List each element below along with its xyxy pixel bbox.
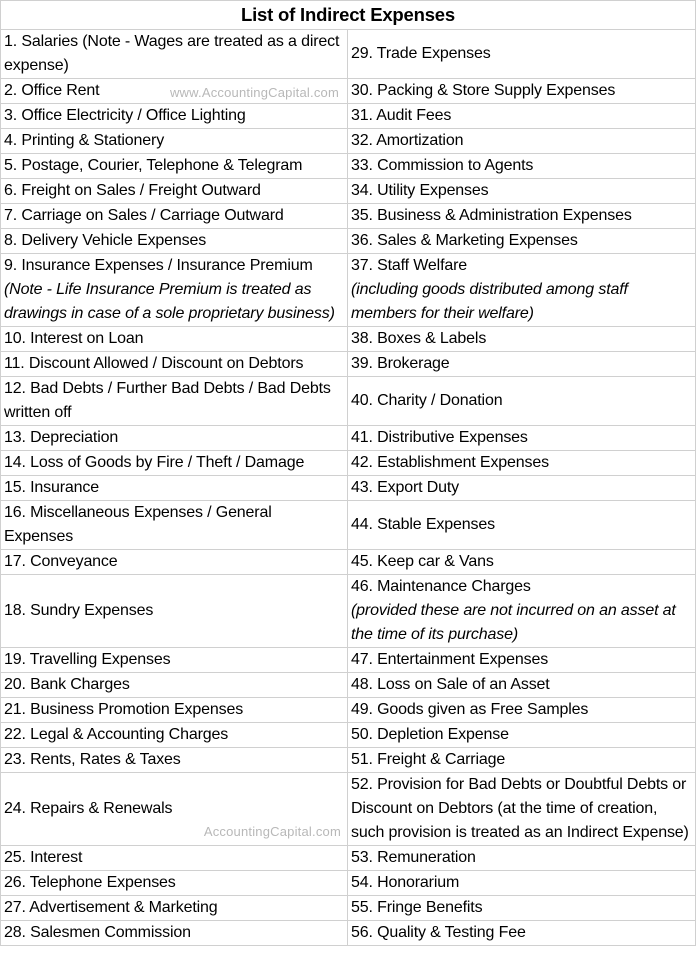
expense-item-label: 49. Goods given as Free Samples bbox=[351, 701, 589, 718]
table-cell-left bbox=[1, 129, 348, 154]
table-cell-left bbox=[1, 550, 348, 575]
table-cell-left bbox=[1, 748, 348, 773]
expense-item-label: 29. Trade Expenses bbox=[351, 45, 491, 62]
table-cell-left bbox=[1, 575, 348, 648]
table-cell-left bbox=[1, 673, 348, 698]
table-row bbox=[1, 723, 696, 748]
table-row bbox=[1, 896, 696, 921]
expense-item-label: 11. Discount Allowed / Discount on Debtors bbox=[4, 355, 304, 372]
table-cell-right bbox=[348, 104, 696, 129]
table-title: List of Indirect Expenses bbox=[1, 1, 696, 30]
expense-item-label: 56. Quality & Testing Fee bbox=[351, 924, 526, 941]
expense-item-label: 45. Keep car & Vans bbox=[351, 553, 494, 570]
table-row bbox=[1, 575, 696, 648]
expense-item-label: 9. Insurance Expenses / Insurance Premium bbox=[4, 257, 313, 274]
table-cell-right bbox=[348, 229, 696, 254]
expense-item-label: 1. Salaries (Note - Wages are treated as a direct expense) bbox=[4, 33, 340, 74]
table-row bbox=[1, 871, 696, 896]
table-row bbox=[1, 921, 696, 946]
table-cell-right bbox=[348, 846, 696, 871]
table-cell-left bbox=[1, 79, 348, 104]
table-cell-right bbox=[348, 377, 696, 426]
table-cell-left bbox=[1, 254, 348, 327]
expense-item-label: 5. Postage, Courier, Telephone & Telegram bbox=[4, 157, 303, 174]
expense-item-label: 22. Legal & Accounting Charges bbox=[4, 726, 229, 743]
table-cell-left bbox=[1, 327, 348, 352]
expense-item-label: 4. Printing & Stationery bbox=[4, 132, 165, 149]
table-cell-right bbox=[348, 79, 696, 104]
table-cell-right bbox=[348, 254, 696, 327]
table-cell-left bbox=[1, 723, 348, 748]
table-cell-right bbox=[348, 451, 696, 476]
expense-item-label: 15. Insurance bbox=[4, 479, 100, 496]
expense-item-label: 2. Office Rent bbox=[4, 82, 100, 99]
table-row bbox=[1, 327, 696, 352]
expense-item-label: 51. Freight & Carriage bbox=[351, 751, 506, 768]
table-row bbox=[1, 377, 696, 426]
table-cell-right bbox=[348, 575, 696, 648]
table-cell-right bbox=[348, 129, 696, 154]
table-cell-left bbox=[1, 896, 348, 921]
table-row bbox=[1, 748, 696, 773]
table-row bbox=[1, 451, 696, 476]
expense-item-note: (including goods distributed among staff members for their welfare) bbox=[351, 281, 628, 322]
table-cell-right bbox=[348, 773, 696, 846]
expense-item-label: 33. Commission to Agents bbox=[351, 157, 534, 174]
table-row bbox=[1, 673, 696, 698]
expense-item-label: 14. Loss of Goods by Fire / Theft / Damage bbox=[4, 454, 305, 471]
table-cell-left bbox=[1, 451, 348, 476]
expense-item-label: 40. Charity / Donation bbox=[351, 392, 503, 409]
expense-item-label: 17. Conveyance bbox=[4, 553, 118, 570]
table-row bbox=[1, 501, 696, 550]
expense-item-label: 3. Office Electricity / Office Lighting bbox=[4, 107, 246, 124]
table-row bbox=[1, 846, 696, 871]
expense-item-label: 42. Establishment Expenses bbox=[351, 454, 549, 471]
table-cell-left bbox=[1, 377, 348, 426]
expense-item-label: 23. Rents, Rates & Taxes bbox=[4, 751, 181, 768]
table-cell-right bbox=[348, 896, 696, 921]
table-cell-left bbox=[1, 204, 348, 229]
expense-item-label: 44. Stable Expenses bbox=[351, 516, 495, 533]
expense-item-label: 37. Staff Welfare bbox=[351, 257, 468, 274]
table-cell-right bbox=[348, 871, 696, 896]
expense-item-label: 53. Remuneration bbox=[351, 849, 476, 866]
expense-item-note: (provided these are not incurred on an asset at the time of its purchase) bbox=[351, 602, 676, 643]
table-row bbox=[1, 698, 696, 723]
expense-item-label: 16. Miscellaneous Expenses / General Expenses bbox=[4, 504, 272, 545]
table-cell-left bbox=[1, 501, 348, 550]
table-cell-right bbox=[348, 476, 696, 501]
expense-item-label: 25. Interest bbox=[4, 849, 83, 866]
table-cell-right bbox=[348, 154, 696, 179]
table-row bbox=[1, 154, 696, 179]
table-header-row bbox=[1, 1, 696, 30]
table-row bbox=[1, 773, 696, 846]
expense-item-label: 47. Entertainment Expenses bbox=[351, 651, 549, 668]
table-cell-right bbox=[348, 179, 696, 204]
expense-item-label: 55. Fringe Benefits bbox=[351, 899, 483, 916]
expense-item-label: 8. Delivery Vehicle Expenses bbox=[4, 232, 207, 249]
expense-item-label: 19. Travelling Expenses bbox=[4, 651, 171, 668]
table-cell-left bbox=[1, 104, 348, 129]
expense-item-label: 13. Depreciation bbox=[4, 429, 119, 446]
table-cell-left bbox=[1, 30, 348, 79]
table-cell-right bbox=[348, 501, 696, 550]
expense-item-label: 36. Sales & Marketing Expenses bbox=[351, 232, 578, 249]
table-cell-right bbox=[348, 748, 696, 773]
expense-item-label: 46. Maintenance Charges bbox=[351, 578, 531, 595]
table-cell-left bbox=[1, 648, 348, 673]
table-row bbox=[1, 179, 696, 204]
expense-item-label: 34. Utility Expenses bbox=[351, 182, 489, 199]
expense-item-label: 7. Carriage on Sales / Carriage Outward bbox=[4, 207, 284, 224]
table-cell-left bbox=[1, 921, 348, 946]
watermark-top: www.AccountingCapital.com bbox=[169, 85, 339, 100]
table-row bbox=[1, 254, 696, 327]
table-cell-left bbox=[1, 352, 348, 377]
table-cell-right bbox=[348, 723, 696, 748]
table-cell-left bbox=[1, 871, 348, 896]
table-cell-right bbox=[348, 698, 696, 723]
table-cell-right bbox=[348, 921, 696, 946]
watermark-bottom: AccountingCapital.com bbox=[203, 824, 341, 839]
table-row bbox=[1, 550, 696, 575]
expense-item-label: 38. Boxes & Labels bbox=[351, 330, 487, 347]
table-row bbox=[1, 79, 696, 104]
expense-item-label: 18. Sundry Expenses bbox=[4, 602, 154, 619]
expense-item-label: 30. Packing & Store Supply Expenses bbox=[351, 82, 616, 99]
table-cell-right bbox=[348, 550, 696, 575]
table-cell-right bbox=[348, 327, 696, 352]
table-cell-left bbox=[1, 229, 348, 254]
table-cell-right bbox=[348, 426, 696, 451]
expense-item-label: 41. Distributive Expenses bbox=[351, 429, 528, 446]
expense-item-label: 39. Brokerage bbox=[351, 355, 450, 372]
expense-item-label: 50. Depletion Expense bbox=[351, 726, 509, 743]
expense-item-label: 20. Bank Charges bbox=[4, 676, 130, 693]
table-row bbox=[1, 426, 696, 451]
table-cell-left bbox=[1, 846, 348, 871]
expense-item-label: 10. Interest on Loan bbox=[4, 330, 144, 347]
expense-item-label: 12. Bad Debts / Further Bad Debts / Bad Debts written off bbox=[4, 380, 331, 421]
table-cell-left bbox=[1, 179, 348, 204]
table-cell-right bbox=[348, 204, 696, 229]
table-cell-left bbox=[1, 154, 348, 179]
table-cell-right bbox=[348, 352, 696, 377]
table-body bbox=[1, 30, 696, 946]
table-cell-left bbox=[1, 698, 348, 723]
table-row bbox=[1, 229, 696, 254]
expense-item-label: 28. Salesmen Commission bbox=[4, 924, 191, 941]
table-cell-right bbox=[348, 30, 696, 79]
table-row bbox=[1, 129, 696, 154]
expense-item-note: (Note - Life Insurance Premium is treated as drawings in case of a sole proprietary business) bbox=[4, 281, 335, 322]
table-cell-left bbox=[1, 773, 348, 846]
table-row bbox=[1, 104, 696, 129]
expense-item-label: 32. Amortization bbox=[351, 132, 464, 149]
expense-item-label: 43. Export Duty bbox=[351, 479, 460, 496]
table-row bbox=[1, 476, 696, 501]
table-row bbox=[1, 648, 696, 673]
table-row bbox=[1, 30, 696, 79]
table-cell-right bbox=[348, 648, 696, 673]
table-cell-right bbox=[348, 673, 696, 698]
expense-item-label: 21. Business Promotion Expenses bbox=[4, 701, 244, 718]
expense-item-label: 24. Repairs & Renewals bbox=[4, 800, 173, 817]
table-row bbox=[1, 204, 696, 229]
expense-item-label: 31. Audit Fees bbox=[351, 107, 452, 124]
table-cell-left bbox=[1, 476, 348, 501]
expense-item-label: 52. Provision for Bad Debts or Doubtful Debts or Discount on Debtors (at the time of creation, such provision is treated as an Indirect Expense) bbox=[351, 776, 689, 841]
expense-item-label: 6. Freight on Sales / Freight Outward bbox=[4, 182, 261, 199]
expense-item-label: 48. Loss on Sale of an Asset bbox=[351, 676, 550, 693]
table-cell-left bbox=[1, 426, 348, 451]
expense-item-label: 26. Telephone Expenses bbox=[4, 874, 176, 891]
expense-item-label: 54. Honorarium bbox=[351, 874, 460, 891]
table-row bbox=[1, 352, 696, 377]
expense-item-label: 27. Advertisement & Marketing bbox=[4, 899, 218, 916]
expense-item-label: 35. Business & Administration Expenses bbox=[351, 207, 632, 224]
